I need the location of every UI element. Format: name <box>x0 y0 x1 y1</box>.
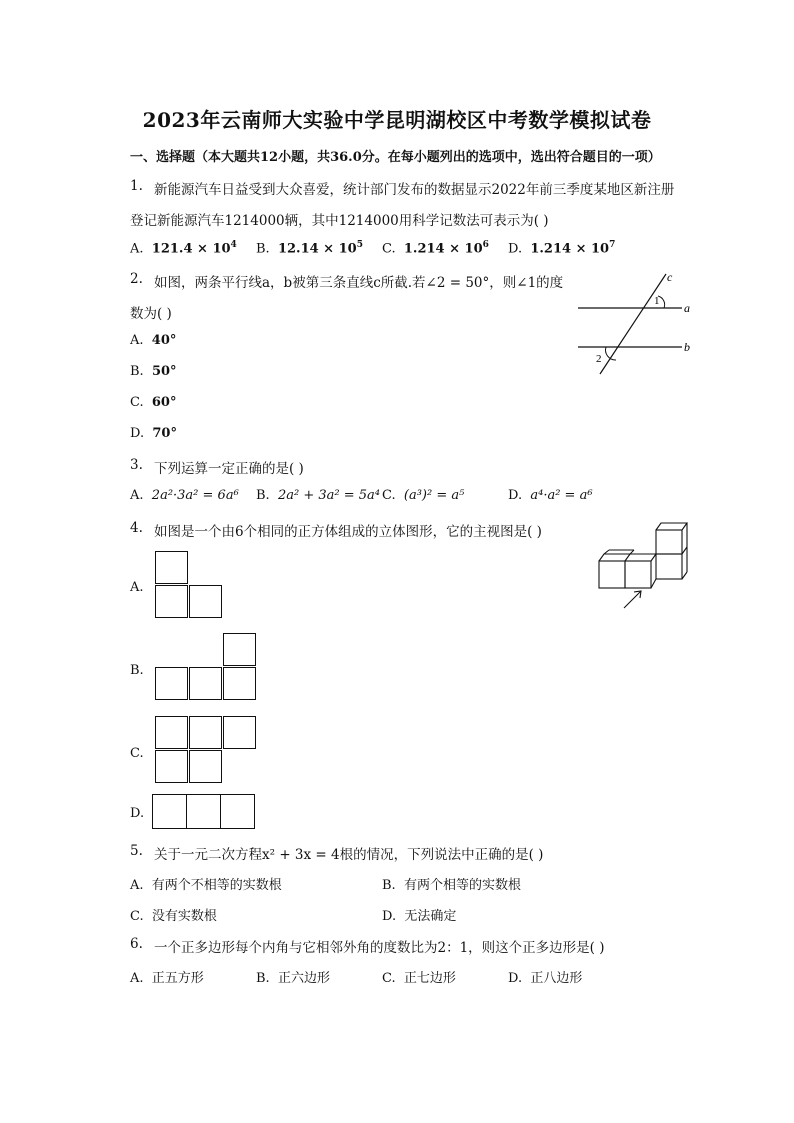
option-label: C. <box>382 241 396 257</box>
option-value: 40° <box>151 333 177 348</box>
label-a: a <box>684 301 690 315</box>
q2-option-b[interactable] <box>130 364 177 379</box>
option-label: C. <box>130 395 144 410</box>
q3-option-b[interactable] <box>256 488 380 503</box>
option-exponent: 4 <box>230 240 237 250</box>
question-3-text: 下列运算一定正确的是( ) <box>154 461 304 477</box>
option-label: B. <box>382 878 396 893</box>
q2-option-c[interactable] <box>130 395 176 410</box>
question-1-line2: 登记新能源汽车1214000辆，其中1214000用科学记数法可表示为( ) <box>130 213 549 229</box>
option-label: B. <box>130 364 144 379</box>
option-value: 1.214 × 10 <box>530 241 610 257</box>
page-title: 2023年云南师大实验中学昆明湖校区中考数学模拟试卷 <box>142 108 652 132</box>
q4-option-a-label[interactable]: A. <box>130 580 144 595</box>
option-value: 有两个不相等的实数根 <box>151 878 282 893</box>
question-1-line1: 新能源汽车日益受到大众喜爱，统计部门发布的数据显示2022年前三季度某地区新注册 <box>154 182 675 198</box>
option-value: 12.14 × 10 <box>277 241 357 257</box>
option-value: 无法确定 <box>404 909 457 924</box>
q5-option-b[interactable] <box>382 874 521 893</box>
q4-option-d-view[interactable] <box>152 794 256 830</box>
option-value: 2a²·3a² = 6a⁶ <box>151 488 239 503</box>
option-label: D. <box>508 241 523 257</box>
q3-option-a[interactable] <box>130 488 239 503</box>
option-label: D. <box>130 426 145 441</box>
q5-option-d[interactable] <box>382 905 456 924</box>
question-4-number: 4. <box>130 520 143 536</box>
label-c: c <box>667 270 673 284</box>
option-value: a⁴·a² = a⁶ <box>530 488 593 503</box>
option-value: 有两个相等的实数根 <box>403 878 521 893</box>
option-value: 2a² + 3a² = 5a⁴ <box>277 488 380 503</box>
option-exponent: 5 <box>356 240 363 250</box>
line-c <box>600 274 666 374</box>
q6-option-b[interactable] <box>256 967 330 986</box>
label-b: b <box>684 340 690 354</box>
q5-option-c[interactable] <box>130 905 217 924</box>
question-6-number: 6. <box>130 936 143 952</box>
option-label: A. <box>130 241 144 257</box>
option-value: 正七边形 <box>403 971 456 986</box>
label-angle-1: 1 <box>654 295 660 307</box>
q1-option-c[interactable] <box>382 240 489 256</box>
question-2-line2: 数为( ) <box>130 306 172 322</box>
q4-option-a-view[interactable] <box>155 551 225 619</box>
question-6-text: 一个正多边形每个内角与它相邻外角的度数比为2：1，则这个正多边形是( ) <box>154 940 605 956</box>
option-label: D. <box>382 909 397 924</box>
question-5-text: 关于一元二次方程x² + 3x = 4根的情况，下列说法中正确的是( ) <box>154 847 544 863</box>
option-value: 121.4 × 10 <box>151 241 231 257</box>
option-label: B. <box>256 971 270 986</box>
option-value: 没有实数根 <box>151 909 217 924</box>
question-2-line1: 如图，两条平行线a，b被第三条直线c所截.若∠2 = 50°，则∠1的度 <box>154 275 564 291</box>
option-label: C. <box>382 488 396 503</box>
parallel-lines-figure <box>570 266 700 378</box>
option-value: 正六边形 <box>277 971 330 986</box>
q1-option-b[interactable] <box>256 240 363 256</box>
q4-option-d-label[interactable]: D. <box>130 806 145 821</box>
option-value: 70° <box>152 426 177 441</box>
q4-option-b-view[interactable] <box>155 633 259 701</box>
question-2-number: 2. <box>130 271 143 287</box>
q6-option-d[interactable] <box>508 967 582 986</box>
q3-option-c[interactable] <box>382 488 464 503</box>
question-1-number: 1. <box>130 178 143 194</box>
option-value: 正五方形 <box>151 971 204 986</box>
q4-option-c-view[interactable] <box>155 716 259 784</box>
question-4-text: 如图是一个由6个相同的正方体组成的立体图形，它的主视图是( ) <box>154 524 542 540</box>
option-label: B. <box>256 241 270 257</box>
option-label: A. <box>130 971 144 986</box>
q2-option-d[interactable] <box>130 426 177 441</box>
option-value: (a³)² = a⁵ <box>403 488 465 503</box>
label-angle-2: 2 <box>596 353 602 365</box>
q4-option-b-label[interactable]: B. <box>130 663 144 678</box>
q6-option-a[interactable] <box>130 967 204 986</box>
q4-option-c-label[interactable]: C. <box>130 746 144 761</box>
option-label: A. <box>130 488 144 503</box>
q1-option-d[interactable] <box>508 240 615 256</box>
option-value: 正八边形 <box>530 971 583 986</box>
option-value: 60° <box>151 395 177 410</box>
q3-option-d[interactable] <box>508 488 593 503</box>
cube-solid-figure <box>594 518 694 612</box>
option-label: A. <box>130 333 144 348</box>
option-label: C. <box>130 909 144 924</box>
option-value: 50° <box>151 364 177 379</box>
q6-option-c[interactable] <box>382 967 456 986</box>
question-5-number: 5. <box>130 843 143 859</box>
option-label: D. <box>508 488 523 503</box>
option-label: C. <box>382 971 396 986</box>
option-label: D. <box>508 971 523 986</box>
option-exponent: 6 <box>482 240 489 250</box>
option-label: B. <box>256 488 270 503</box>
q1-option-a[interactable] <box>130 240 237 256</box>
section-heading: 一、选择题（本大题共12小题，共36.0分。在每小题列出的选项中，选出符合题目的一项） <box>130 150 661 165</box>
q5-option-a[interactable] <box>130 874 282 893</box>
question-3-number: 3. <box>130 457 143 473</box>
option-label: A. <box>130 878 144 893</box>
option-exponent: 7 <box>609 240 616 250</box>
q2-option-a[interactable] <box>130 333 176 348</box>
option-value: 1.214 × 10 <box>403 241 483 257</box>
